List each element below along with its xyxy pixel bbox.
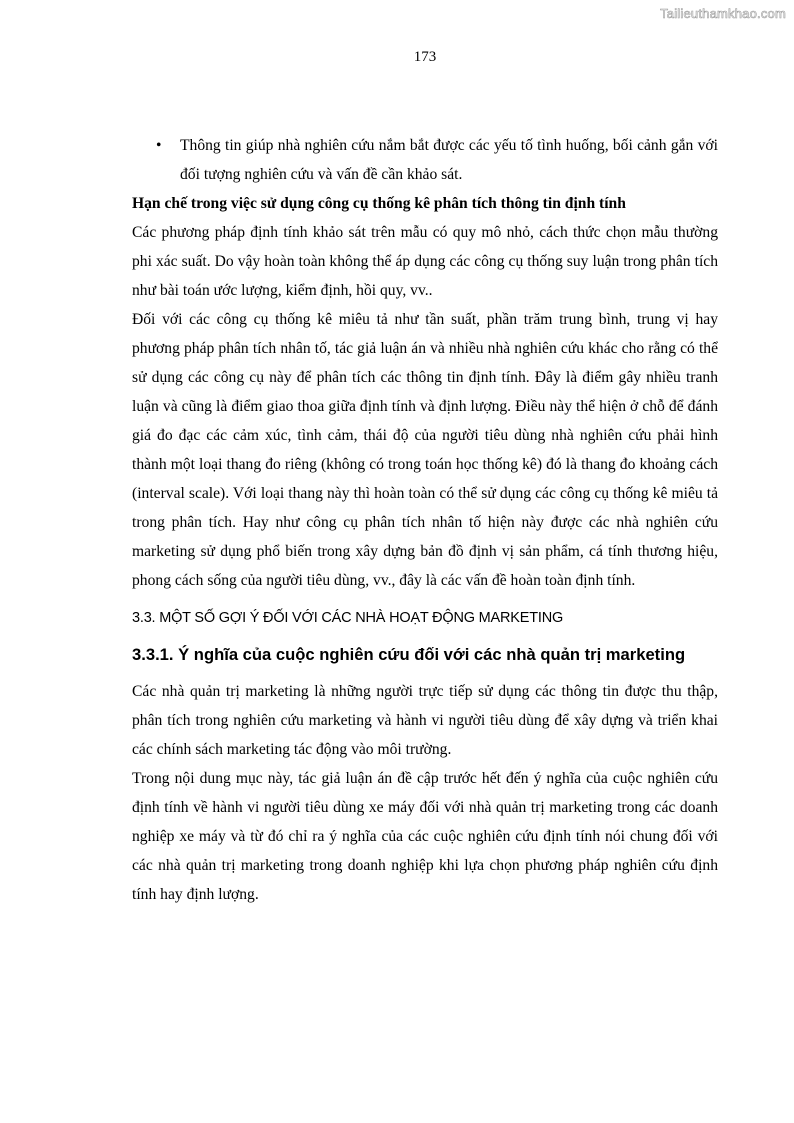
limitation-heading: Hạn chế trong việc sử dụng công cụ thống kê phân tích thông tin định tính [132, 195, 626, 212]
bullet-item [132, 131, 718, 189]
page-body [132, 131, 718, 909]
paragraph-3: Các nhà quản trị marketing là những người trực tiếp sử dụng các thông tin được thu thập, phân tích trong nghiên cứu marketing và hành vi người tiêu dùng để xây dựng và triển khai các chính sách marketing tác động vào môi trường. [132, 683, 718, 758]
bullet-icon: • [156, 137, 162, 154]
watermark: Tailieuthamkhao.com [660, 6, 786, 21]
bullet-text: Thông tin giúp nhà nghiên cứu nắm bắt được các yếu tố tình huống, bối cảnh gắn với đối tượng nghiên cứu và vấn đề cần khảo sát. [180, 137, 718, 183]
paragraph-1: Các phương pháp định tính khảo sát trên mẫu có quy mô nhỏ, cách thức chọn mẫu thường phi xác suất. Do vậy hoàn toàn không thể áp dụng các công cụ thống suy luận trong phân tích như bài toán ước lượng, kiểm định, hồi quy, vv.. [132, 224, 718, 299]
paragraph-4: Trong nội dung mục này, tác giả luận án đề cập trước hết đến ý nghĩa của cuộc nghiên cứu định tính về hành vi người tiêu dùng xe máy đối với nhà quản trị marketing trong các doanh nghiệp xe máy và từ đó chỉ ra ý nghĩa của các cuộc nghiên cứu định tính nói chung đối với các nhà quản trị marketing trong doanh nghiệp khi lựa chọn phương pháp nghiên cứu định tính hay định lượng. [132, 770, 718, 903]
subsection-title: 3.3.1. Ý nghĩa của cuộc nghiên cứu đối với các nhà quản trị marketing [132, 645, 686, 664]
page-number: 173 [413, 49, 437, 65]
section-title: 3.3. MỘT SỐ GỢI Ý ĐỐI VỚI CÁC NHÀ HOẠT ĐỘNG MARKETING [132, 610, 564, 626]
paragraph-2: Đối với các công cụ thống kê miêu tả như tần suất, phần trăm trung bình, trung vị hay phương pháp phân tích nhân tố, tác giả luận án và nhiều nhà nghiên cứu khác cho rằng có thể sử dụng các công cụ này để phân tích các thông tin định tính. Đây là điểm gây nhiều tranh luận và cũng là điểm giao thoa giữa định tính và định lượng. Điều này thể hiện ở chỗ để đánh giá đo đạc các cảm xúc, tình cảm, thái độ của người tiêu dùng nhà nghiên cứu phải hình thành một loại thang đo riêng (không có trong toán học thống kê) đó là thang đo khoảng cách (interval scale). Với loại thang này thì hoàn toàn có thể sử dụng các công cụ thống kê miêu tả trong phân tích. Hay như công cụ phân tích nhân tố hiện này được các nhà nghiên cứu marketing sử dụng phổ biến trong xây dựng bản đồ định vị sản phẩm, cá tính thương hiệu, phong cách sống của người tiêu dùng, vv., đây là các vấn đề hoàn toàn định tính. [132, 311, 718, 589]
